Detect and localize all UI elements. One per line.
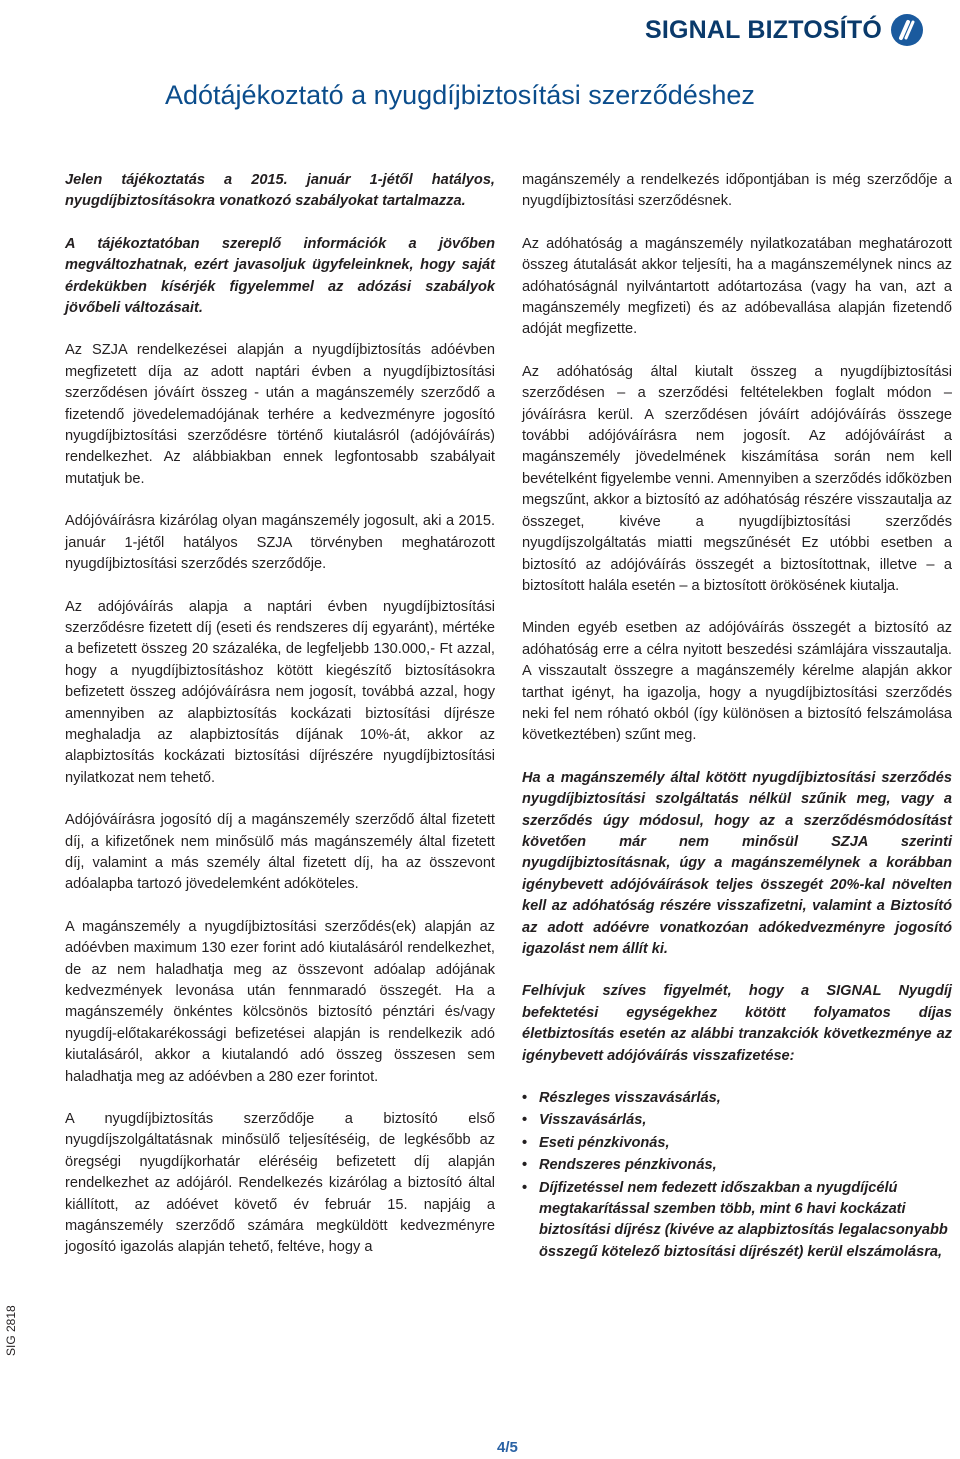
body-paragraph: Az adóhatóság a magánszemély nyilatkozatában meghatározott összeg átutalását akkor teljesíti, ha a magánszemélynek nincs az adóhatóságnál nyilvántartott adótartozása (vagy ha van, azt a magánszemély megfizeti) és az adóbevallása alapján fizetendő adóját megfizette.	[522, 235, 952, 338]
body-paragraph: Minden egyéb esetben az adójóváírás összegét a biztosító az adóhatóság erre a célra nyitott beszedési számlájára visszautalja. A visszautalt összegre a magánszemély kérelme alapján akkor tarthat igényt, ha igazolja, hogy a nyugdíjbiztosítási szerződés neki fel nem róható okból (így különösen a biztosító felszámolása következtében) szűnt meg.	[522, 620, 952, 744]
list-item	[522, 1133, 952, 1154]
page-number: 4/5	[497, 1439, 518, 1456]
brand-logo	[645, 12, 924, 48]
body-paragraph: Adójóváírásra kizárólag olyan magánszemély jogosult, aki a 2015. január 1-jétől hatályos SZJA törvényben meghatározott nyugdíjbiztosítási szerződés szerződője.	[65, 513, 495, 573]
body-paragraph: Az adójóváírás alapja a naptári évben nyugdíjbiztosítási szerződésre fizetett díj (eseti és rendszeres díj egyaránt), mértéke a befizetett összeg 20 százaléka, de legfeljebb 130.000,- Ft azzal, hogy a nyugdíjbiztosításhoz kötött kiegészítő biztosításokra befizetett összeg adójóváírásra nem jogosít, továbbá azzal, hogy amennyiben az alapbiztosítás kockázati biztosítási díjrésze meghaladja az alapbiztosítás díjának 10%-át, akkor az alapbiztosítás kockázati biztosítási díjrészére nyugdíjbiztosítási nyilatkozat nem tehető.	[65, 598, 495, 786]
body-paragraph: A nyugdíjbiztosítás szerződője a biztosító első nyugdíjszolgáltatásnak minősülő teljesítéséig, de legkésőbb az öregségi nyugdíjkorhatár eléréséig befizetett díj alapján rendelkezhet az adójáról. Rendelkezés kizárólag a biztosító által kiállított, az adóévet követő év február 15. napjáig a magánszemély szerződő számára megküldött kedvezményre jogosító igazolás alapján tehető, feltéve, hogy a	[65, 1111, 495, 1256]
document-code: SIG 2818	[4, 1305, 18, 1356]
bullet-icon: •	[522, 1157, 528, 1174]
body-paragraph: A magánszemély a nyugdíjbiztosítási szerződés(ek) alapján az adóévben maximum 130 ezer forint adó kiutalásáról rendelkezhet, de az nem haladhatja meg az összevont adóalap adójának kedvezmények levonása után fennmaradó összegét. Ha a magánszemély önkéntes kölcsönös biztosító pénztári és/vagy nyugdíj-előtakarékossági befizetései alapján is rendelkezik adó kiutalásáról, akkor a kiutalandó adó összeg összesen sem haladhatja meg az adóévben a 280 ezer forintot.	[65, 918, 495, 1085]
signal-logo-icon	[890, 13, 924, 47]
bullet-icon: •	[522, 1090, 528, 1107]
list-item-text: Részleges visszavásárlás,	[539, 1090, 721, 1107]
bullet-icon: •	[522, 1112, 528, 1129]
right-column	[522, 170, 952, 1264]
list-item	[522, 1088, 952, 1109]
transaction-list	[522, 1088, 952, 1263]
brand-name: SIGNAL BIZTOSÍTÓ	[644, 16, 882, 44]
body-paragraph: Az adóhatóság által kiutalt összeg a nyugdíjbiztosítási szerződésen – a szerződési feltételekben foglalt módon – jóváírásra kerül. A szerződésen jóváírt adójóváírás összege további adójóváírásra nem jogosít. Az adójóváírást a magánszemély jövedelmének kiszámítása során nem kell bevételként figyelembe venni. Amennyiben a szerződés időközben megszűnt, akkor a biztosító az adóhatóság részére visszautalja az összeget, kivéve a nyugdíjbiztosítási szerződés nyugdíjszolgáltatás miatti megszűnését Ez utóbbi esetben a biztosító az adójóváírás összegét a biztosítottnak, illetve – a biztosított halála esetén – a biztosított örökösének kiutalja.	[522, 363, 952, 594]
body-paragraph: Az SZJA rendelkezései alapján a nyugdíjbiztosítás adóévben megfizetett díja az adott naptári évben a nyugdíjbiztosítási szerződésen jóváírt összeg - után a magánszemély szerződő a fizetendő jövedelemadójának terhére a kedvezményre jogosító nyugdíjbiztosítási szerződésre történő kiutalásról (adójóváírás) rendelkezhet. Az alábbiakban ennek legfontosabb szabályait mutatjuk be.	[65, 342, 495, 487]
emphasis-paragraph: Ha a magánszemély által kötött nyugdíjbiztosítási szerződés nyugdíjbiztosítási szolgáltatás nélkül szűnik meg, vagy a szerződés úgy módosul, hogy az a szerződésmódosítást követően már nem minősül SZJA szerinti nyugdíjbiztosításnak, úgy a magánszemélynek a korábban igénybevett adójóváírások teljes összegét 20%-kal növelten kell az adóhatóság részére visszafizetni, valamint a Biztosító az adott adóévre vonatkozóan adókedvezményre jogosító igazolást nem állít ki.	[522, 769, 952, 957]
page-title: Adótájékoztató a nyugdíjbiztosítási szerződéshez	[165, 80, 755, 110]
intro-paragraph: Jelen tájékoztatás a 2015. január 1-jétől hatályos, nyugdíjbiztosításokra vonatkozó szabályokat tartalmazza.	[65, 172, 495, 210]
body-paragraph: magánszemély a rendelkezés időpontjában is még szerződője a nyugdíjbiztosítási szerződésnek.	[522, 172, 952, 210]
bullet-icon: •	[522, 1134, 528, 1151]
list-item	[522, 1155, 952, 1176]
bullet-icon: •	[522, 1179, 528, 1196]
emphasis-paragraph: Felhívjuk szíves figyelmét, hogy a SIGNAL Nyugdíj befektetési egységekhez kötött folyamatos díjas életbiztosítás esetén az alábbi tranzakciók következménye az igénybevett adójóváírás visszafizetése:	[522, 983, 952, 1064]
list-item	[522, 1110, 952, 1131]
disclaimer-paragraph: A tájékoztatóban szereplő információk a jövőben megváltozhatnak, ezért javasoljuk ügyfeleinknek, hogy saját érdekükben kísérjék figyelemmel az adózási szabályok jövőbeli változásait.	[65, 235, 495, 317]
list-item-text: Visszavásárlás,	[539, 1112, 647, 1129]
list-item-text: Rendszeres pénzkivonás,	[539, 1157, 717, 1174]
list-item-text: Díjfizetéssel nem fedezett időszakban a nyugdíjcélú megtakarítással szemben több, mint 6 havi kockázati biztosítási díjrész (kivéve az alapbiztosítás legalacsonyabb összegű kötelező biztosítási díjrészét) kerül elszámolásra,	[539, 1179, 948, 1260]
list-item	[522, 1178, 952, 1264]
list-item-text: Eseti pénzkivonás,	[539, 1134, 670, 1151]
left-column	[65, 170, 495, 1280]
body-paragraph: Adójóváírásra jogosító díj a magánszemély szerződő által fizetett díj, a kifizetőnek nem minősülő más magánszemély által fizetett díj, valamint a más személy által fizetett díj, ha az összevont adóalapba tartozó jövedelemként adóköteles.	[65, 812, 495, 893]
